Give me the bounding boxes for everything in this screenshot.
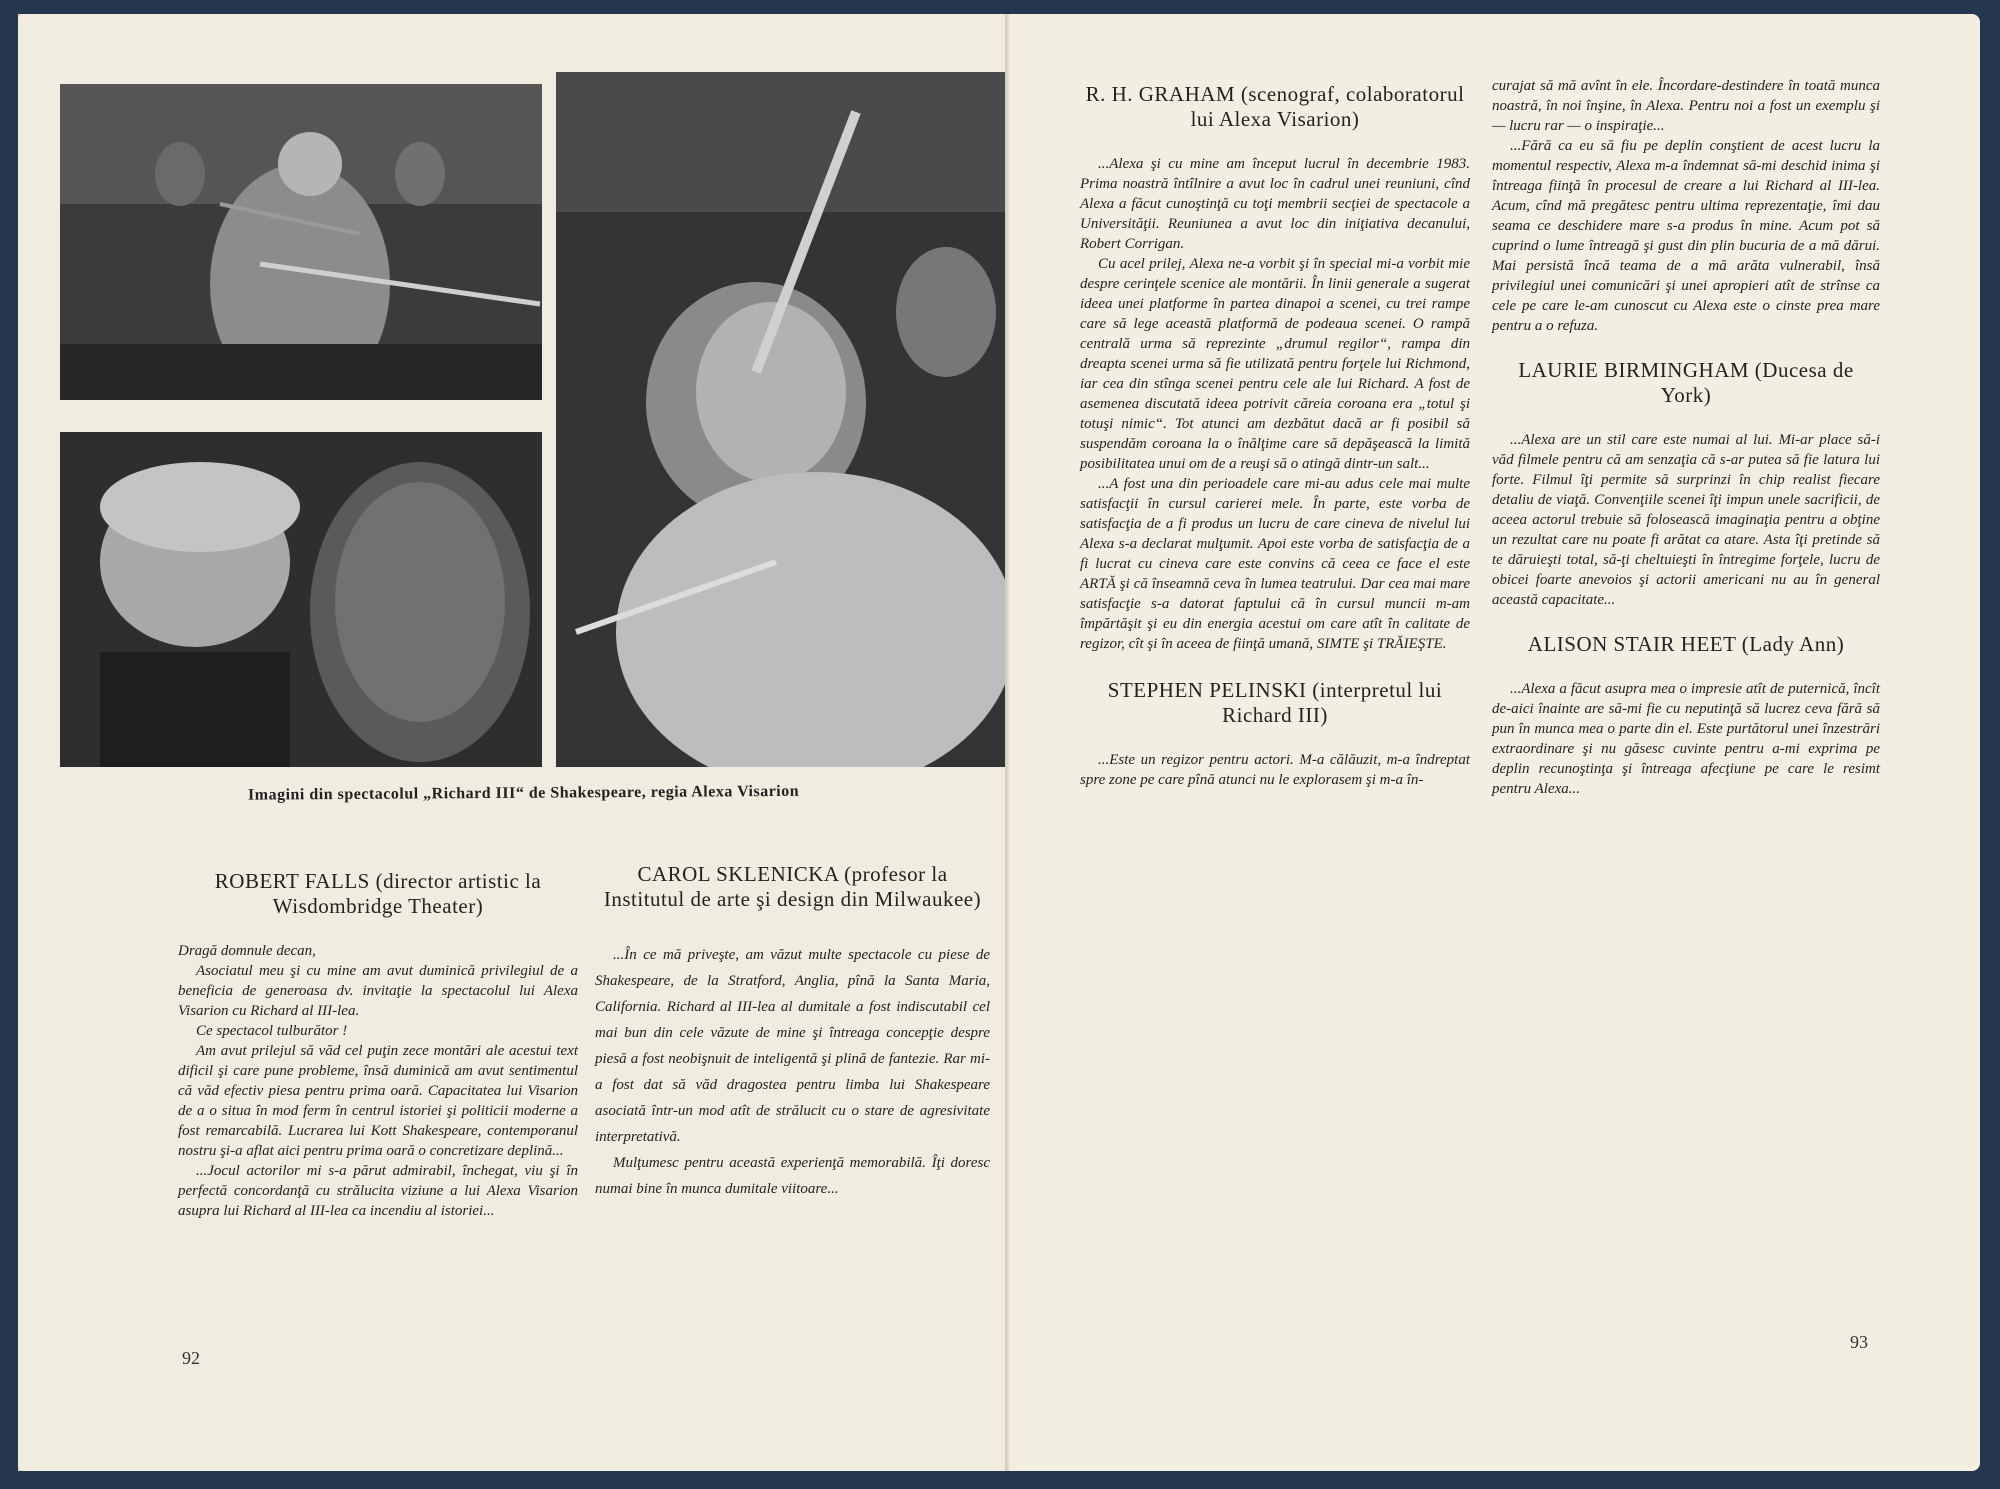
graham-paragraph-2: Cu acel prilej, Alexa ne-a vorbit şi în special mi-a vorbit mie despre cerinţele scenice ale montării. În linii generale a sugerat ideea unei platforme în partea dinapoi a scenei, cu trei rampe care să lege această platformă de podeaua scenei. O rampă centrală urma să reprezinte „drumul regilor“, rampa din dreapta scenei urma să fie utilizată pentru forţele lui Richmond, iar cea din stînga scenei pentru cele ale lui Richard. A fost de asemenea discutată ideea potrivit căreia coroana era „totul şi totuşi nimic“. Tot atunci am dezbătut dacă ar fi posibil să suspendăm coroana la o înălţime care să depăşească la limită posibilitatea unui om de a reuşi să o atingă dintr-un salt... bbox=[1080, 256, 1470, 472]
photo-bottom-left bbox=[60, 432, 542, 767]
right-page bbox=[1010, 14, 1980, 1471]
column-graham-pelinski bbox=[1080, 82, 1470, 790]
page-number-left: 92 bbox=[182, 1348, 200, 1368]
photo-top-left bbox=[60, 84, 542, 400]
heading-alison-stair-heet: ALISON STAIR HEET (Lady Ann) bbox=[1527, 632, 1845, 656]
photo-caption: Imagini din spectacolul „Richard III“ de Shakespeare, regia Alexa Visarion bbox=[247, 782, 800, 804]
falls-salutation: Dragă domnule decan, bbox=[178, 943, 316, 959]
column-right bbox=[1492, 76, 1880, 799]
column-falls bbox=[178, 869, 578, 1221]
pelinski-continuation-2: ...Fără ca eu să fiu pe deplin conştient de acest lucru la momentul respectiv, Alexa m-a îndemnat să-mi deschid inima şi întreaga fiinţă în procesul de creare a lui Richard al III-lea. Acum, cînd mă pregătesc pentru ultima reprezentaţie, îmi dau seama ce deschidere mare s-a produs în mine. Acum pot să cuprind o lume întreagă şi gust din plin bucuria de a mă dărui. Mai persistă încă teama de a mă arăta vulnerabil, însă privilegiul unei comunicări şi unei apropieri atît de strînse ca cele pe care le-am cunoscut cu Alexa este o cinste prea mare pentru a o refuza. bbox=[1492, 138, 1880, 334]
sklenicka-paragraph-2: Mulţumesc pentru această experienţă memorabilă. Îţi doresc numai bine în munca dumitale viitoare... bbox=[595, 1155, 990, 1197]
falls-paragraph-2: Ce spectacol tulburător ! bbox=[196, 1023, 348, 1039]
heet-paragraph-1: ...Alexa a făcut asupra mea o impresie atît de puternică, încît de-aici înainte are să-mi fie cu neputinţă să lucrez ceva fără să pun în munca mea o parte din el. Este purtătorul unei înzestrări extraordinare şi nu găsesc cuvinte pentru a-mi exprima pe deplin recunoştinţa şi întreaga afecţiune pe care le resimt pentru Alexa... bbox=[1492, 681, 1880, 797]
column-sklenicka bbox=[595, 862, 990, 1202]
falls-paragraph-3: Am avut prilejul să văd cel puţin zece montări ale acestui text dificil şi care pune probleme, însă duminică am avut sentimentul că văd efectiv piesa pentru prima oară. Capacitatea lui Visarion de a o situa în mod ferm în centrul istoriei şi politicii moderne a fost remarcabilă. Lucrarea lui Kott Shakespeare, contemporanul nostru şi-a aflat aici pentru prima oară o concretizare deplină... bbox=[178, 1043, 578, 1159]
graham-paragraph-1: ...Alexa şi cu mine am început lucrul în decembrie 1983. Prima noastră întîlnire a avut loc în cadrul unei reuniuni, cînd Alexa a făcut cunoştinţă cu toţi membrii secţiei de spectacole a Universităţii. Reuniunea a avut loc din iniţiativa decanului, Robert Corrigan. bbox=[1080, 156, 1470, 252]
photo-right-large bbox=[556, 72, 1018, 767]
heading-carol-sklenicka: CAROL SKLENICKA (profesor la Institutul de arte şi design din Milwaukee) bbox=[603, 862, 982, 911]
heading-rh-graham: R. H. GRAHAM (scenograf, colaboratorul lui Alexa Visarion) bbox=[1085, 82, 1465, 131]
heading-stephen-pelinski: STEPHEN PELINSKI (interpretul lui Richard III) bbox=[1107, 678, 1443, 727]
page-number-right: 93 bbox=[1850, 1332, 1868, 1352]
falls-paragraph-4: ...Jocul actorilor mi s-a părut admirabil, închegat, viu şi în perfectă concordanţă cu strălucita viziune a lui Alexa Visarion asupra lui Richard al III-lea ca incendiu al istoriei... bbox=[178, 1163, 578, 1219]
heading-robert-falls: ROBERT FALLS (director artistic la Wisdombridge Theater) bbox=[214, 869, 542, 918]
heading-laurie-birmingham: LAURIE BIRMINGHAM (Ducesa de York) bbox=[1518, 358, 1854, 407]
left-page bbox=[18, 14, 1018, 1471]
falls-paragraph-1: Asociatul meu şi cu mine am avut duminică privilegiul de a beneficia de generoasa dv. invitaţie la spectacolul lui Alexa Visarion cu Richard al III-lea. bbox=[178, 963, 578, 1019]
pelinski-paragraph-1: ...Este un regizor pentru actori. M-a călăuzit, m-a îndreptat spre zone pe care pînă atunci nu le explorasem şi m-a în- bbox=[1080, 752, 1470, 788]
sklenicka-paragraph-1: ...În ce mă priveşte, am văzut multe spectacole cu piese de Shakespeare, de la Stratford, Anglia, pînă la Santa Maria, California. Richard al III-lea al dumitale a fost indiscutabil cel mai bun din cele văzute de mine şi întreaga concepţie despre piesă a fost neobişnuit de inteligentă şi plină de fantezie. Rar mi-a fost dat să văd dragostea pentru limba lui Shakespeare asociată într-un mod atît de strălucit cu o stare de agresivitate interpretativă. bbox=[595, 947, 990, 1145]
graham-paragraph-3: ...A fost una din perioadele care mi-au adus cele mai multe satisfacţii în cursul carierei mele. În parte, este vorba de satisfacţia de a fi produs un lucru de care cineva de nivelul lui Alexa s-a declarat mulţumit. Apoi este vorba de satisfacţia de a fi lucrat cu cineva care este convins că ceea ce face el este ARTĂ şi că înseamnă ceva în lumea teatrului. Dar cea mai mare satisfacţie s-a datorat faptului că în cursul muncii m-am împărtăşit şi eu din energia acestui om care atît în calitate de regizor, cît şi în aceea de fiinţă umană, SIMTE şi TRĂIEŞTE. bbox=[1080, 476, 1470, 652]
pelinski-continuation-1: curajat să mă avînt în ele. Încordare-destindere în toată munca noastră, în noi înşine, în Alexa. Pentru noi a fost un exemplu şi — lucru rar — o inspiraţie... bbox=[1492, 78, 1880, 134]
birmingham-paragraph-1: ...Alexa are un stil care este numai al lui. Mi-ar place să-i văd filmele pentru că am senzaţia că s-ar putea să fie latura lui forte. Filmul îţi permite să surprinzi în chip realist fiecare detaliu de viaţă. Convenţiile scenei îţi impun unele sacrificii, de aceea actorul trebuie să folosească imaginaţia pentru a obţine un rezultat care nu poate fi arătat ca atare. Asta îţi pretinde să te dăruieşti total, să-ţi cheltuieşti în întregime forţele, lucru de obicei foarte anevoios şi actorii americani nu au în general această capacitate... bbox=[1492, 432, 1880, 608]
